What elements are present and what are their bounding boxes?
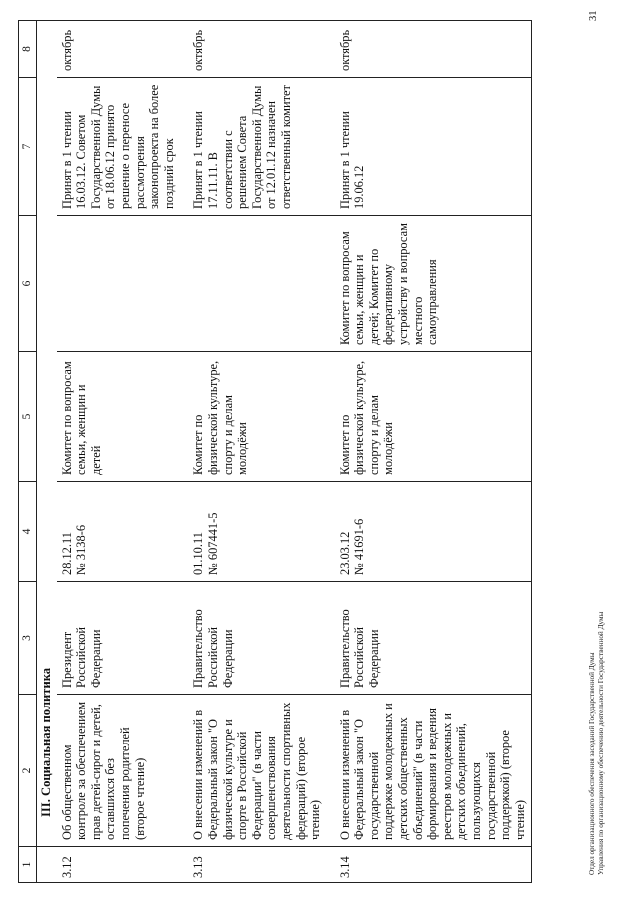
table-row [188, 21, 326, 883]
bill-number: № 41691-6 [352, 518, 367, 575]
section-row [37, 21, 57, 883]
bill-number: № 607441-5 [205, 512, 220, 575]
consideration-term: октябрь [335, 21, 532, 78]
column-header: 7 [19, 78, 37, 216]
footer-department: Отдел организационного обеспечения заседаний Государственной Думы [588, 652, 596, 875]
page-footer [588, 612, 606, 875]
co-executor-committees [188, 216, 326, 352]
bill-title: О внесении изменений в Федеральный закон "О государственной поддержке молодежных и детских общественных объединений" (в части формирования и ведения реестров молодежных и детских объединений, пользующихся государственной поддержкой) (второе чтение) [335, 695, 532, 847]
bill-date: 28.12.11 [59, 532, 74, 575]
page-number: 31 [588, 10, 599, 21]
row-number: 3.12 [57, 847, 181, 883]
column-header: 5 [19, 352, 37, 482]
bill-status: Принят в 1 чтении 17.11.11. В соответствии с решением Совета Государственной Думы от 12.01.12 назначен ответственный комитет [188, 78, 326, 216]
section-title: III. Социальная политика [39, 667, 53, 817]
bill-initiator: Президент Российской Федерации [57, 582, 181, 695]
column-header: 4 [19, 482, 37, 582]
column-number-row [19, 21, 37, 883]
column-header: 3 [19, 582, 37, 695]
column-header: 2 [19, 695, 37, 847]
bill-initiator: Правительство Российской Федерации [335, 582, 532, 695]
table-row [335, 21, 532, 883]
bill-date: 01.10.11 [191, 532, 206, 575]
bill-title: О внесении изменений в Федеральный закон "О физической культуре и спорте в Российской Федерации" (в части совершенствования деятельности спортивных федераций) (второе чтение) [188, 695, 326, 847]
column-header: 1 [19, 847, 37, 883]
consideration-term: октябрь [188, 21, 326, 78]
footer-directorate: Управления по организационному обеспечению деятельности Государственной Думы [597, 611, 605, 875]
responsible-committee: Комитет по физической культуре, спорту и делам молодёжи [188, 352, 326, 482]
co-executor-committees: Комитет по вопросам семьи, женщин и детей; Комитет по федеративному устройству и вопросам местного самоуправления [335, 216, 532, 352]
bill-number: № 3138-6 [74, 524, 89, 575]
row-number: 3.14 [335, 847, 532, 883]
bill-status: Принят в 1 чтении 19.06.12 [335, 78, 532, 216]
row-number: 3.13 [188, 847, 326, 883]
bill-date: 23.03.12 [337, 531, 352, 575]
co-executor-committees [57, 216, 181, 352]
column-header: 8 [19, 21, 37, 78]
legislation-table [18, 20, 532, 883]
responsible-committee: Комитет по физической культуре, спорту и делам молодёжи [335, 352, 532, 482]
bill-registration [335, 482, 532, 582]
bill-registration [57, 482, 181, 582]
consideration-term: октябрь [57, 21, 181, 78]
responsible-committee: Комитет по вопросам семьи, женщин и детей [57, 352, 181, 482]
bill-status: Принят в 1 чтении 16.03.12. Советом Государственной Думы от 18.06.12 принято решение о переносе рассмотрения законопроекта на более поздний срок [57, 78, 181, 216]
table-row [57, 21, 181, 883]
column-header: 6 [19, 216, 37, 352]
bill-title: Об общественном контроле за обеспечением прав детей-сирот и детей, оставшихся без попечения родителей (второе чтение) [57, 695, 181, 847]
bill-initiator: Правительство Российской Федерации [188, 582, 326, 695]
bill-registration [188, 482, 326, 582]
